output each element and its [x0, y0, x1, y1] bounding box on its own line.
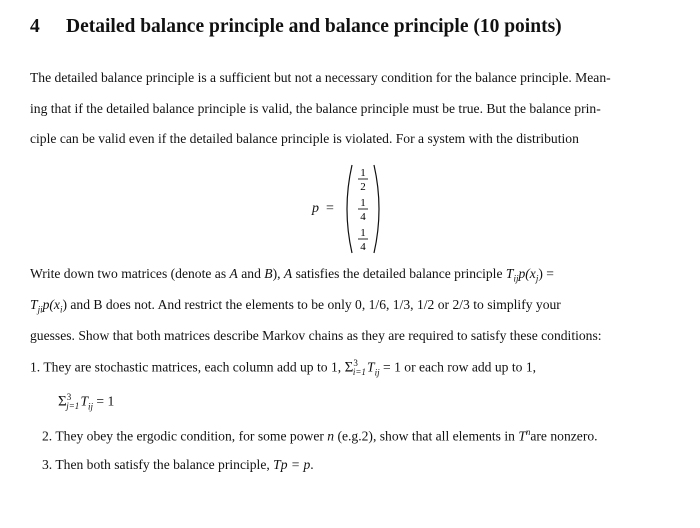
distribution-label: p	[312, 201, 319, 216]
math-fragment: T	[505, 266, 514, 281]
text-fragment: 2. They obey the ergodic condition, for some power	[42, 428, 328, 444]
entry-3-denominator: 4	[360, 241, 366, 253]
math-fragment: )	[62, 297, 67, 312]
text-fragment: satisfies the detailed balance principle	[292, 266, 506, 281]
sum-lower-limit: i=1	[352, 367, 366, 378]
right-paren	[374, 165, 379, 253]
math-fragment: n	[327, 428, 335, 444]
matrix-a-symbol: A	[283, 266, 293, 281]
left-paren	[347, 165, 352, 253]
math-fragment: ) =	[538, 266, 554, 281]
math-subscript: ij	[513, 273, 519, 284]
math-fragment: T	[367, 359, 375, 375]
math-subscript: ij	[374, 367, 380, 378]
text-fragment: = 1 or each row add up to 1,	[379, 359, 537, 375]
math-subscript: i	[59, 304, 63, 315]
sigma-symbol: Σ	[344, 359, 354, 376]
text-fragment: .	[310, 457, 314, 472]
intro-line-2: ing that if the detailed balance principle is valid, the balance principle must be true. But the balance prin-	[30, 101, 601, 116]
text-fragment: ),	[272, 266, 284, 281]
matrix-b-symbol: B	[264, 266, 273, 281]
task-line-1	[30, 266, 554, 284]
text-fragment: = 1	[93, 393, 115, 409]
math-fragment: p(x	[42, 297, 60, 312]
math-superscript: n	[525, 427, 531, 437]
text-fragment: 3. Then both satisfy the balance principle,	[42, 457, 274, 472]
math-fragment: p(x	[518, 266, 536, 281]
distribution-equals: =	[326, 201, 334, 216]
math-subscript: ji	[37, 304, 43, 315]
math-fragment: T	[80, 393, 89, 409]
math-fragment: Tp = p	[273, 457, 311, 472]
task-line-3: guesses. Show that both matrices describe Markov chains as they are required to satisfy these conditions:	[30, 328, 602, 343]
text-fragment: Write down two matrices (denote as	[30, 266, 230, 281]
condition-2-line	[42, 427, 598, 445]
section-heading	[30, 16, 562, 38]
text-fragment: and	[237, 266, 265, 281]
entry-2-denominator: 4	[360, 211, 366, 223]
entry-1-numerator: 1	[360, 167, 366, 179]
sigma-symbol: Σ	[58, 393, 67, 410]
condition-1-line	[30, 358, 536, 377]
intro-line-3: ciple can be valid even if the detailed balance principle is violated. For a system with the distribution	[30, 131, 579, 146]
math-subscript: j	[535, 273, 539, 284]
math-fragment: T	[518, 428, 526, 444]
sum-upper-limit: 3	[66, 392, 72, 402]
matrix-a-symbol: A	[229, 266, 238, 281]
entry-3-numerator: 1	[360, 227, 366, 239]
distribution-vector	[312, 161, 382, 257]
condition-3-line	[42, 457, 314, 473]
entry-2-numerator: 1	[360, 197, 366, 209]
text-fragment: and B does not. And restrict the elements to be only 0, 1/6, 1/3, 1/2 or 2/3 to simplify your	[66, 297, 561, 312]
text-fragment: 1. They are stochastic matrices, each column add up to 1,	[30, 359, 345, 375]
sum-lower-limit: j=1	[66, 401, 80, 412]
condition-1-row-sum	[58, 392, 114, 411]
sum-upper-limit: 3	[353, 358, 358, 368]
distribution-equation	[312, 161, 382, 257]
text-fragment: are nonzero.	[530, 428, 598, 444]
text-fragment: (e.g.2), show that all elements in	[334, 428, 519, 444]
section-title: Detailed balance principle and balance principle (10 points)	[66, 16, 562, 37]
entry-1-denominator: 2	[360, 181, 366, 193]
intro-line-1: The detailed balance principle is a sufficient but not a necessary condition for the balance principle. Mean-	[30, 70, 611, 85]
task-line-2	[30, 297, 561, 315]
math-fragment: T	[30, 297, 38, 312]
section-number: 4	[30, 16, 40, 37]
math-subscript: ij	[88, 401, 94, 412]
